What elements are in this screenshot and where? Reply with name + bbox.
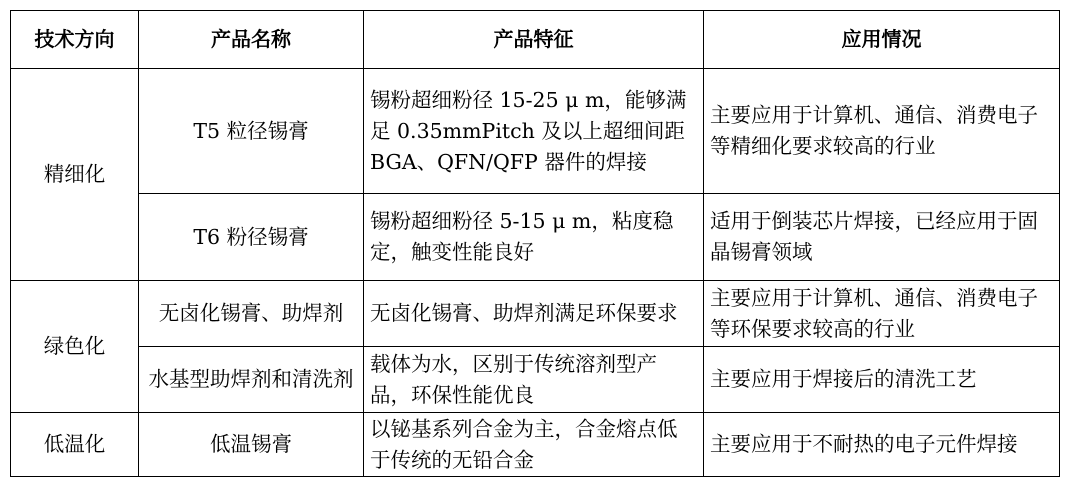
direction-cell: 精细化: [11, 69, 139, 281]
header-direction: 技术方向: [11, 11, 139, 69]
product-name-cell: T6 粉径锡膏: [139, 194, 364, 281]
product-feature-cell: 锡粉超细粉径 5-15 μ m，粘度稳定，触变性能良好: [364, 194, 704, 281]
product-feature-cell: 无卤化锡膏、助焊剂满足环保要求: [364, 281, 704, 347]
table-row: [11, 69, 1060, 194]
product-table: [10, 10, 1060, 477]
table-row: [11, 347, 1060, 413]
application-cell: 主要应用于计算机、通信、消费电子等精细化要求较高的行业: [704, 69, 1060, 194]
header-row: [11, 11, 1060, 69]
product-name-cell: 无卤化锡膏、助焊剂: [139, 281, 364, 347]
table-row: [11, 281, 1060, 347]
product-name-cell: 水基型助焊剂和清洗剂: [139, 347, 364, 413]
table-row: [11, 413, 1060, 477]
header-application: 应用情况: [704, 11, 1060, 69]
product-name-cell: T5 粒径锡膏: [139, 69, 364, 194]
application-cell: 主要应用于焊接后的清洗工艺: [704, 347, 1060, 413]
product-name-cell: 低温锡膏: [139, 413, 364, 477]
product-feature-cell: 载体为水，区别于传统溶剂型产品，环保性能优良: [364, 347, 704, 413]
application-cell: 主要应用于计算机、通信、消费电子等环保要求较高的行业: [704, 281, 1060, 347]
direction-cell: 低温化: [11, 413, 139, 477]
product-feature-cell: 锡粉超细粉径 15-25 μ m，能够满足 0.35mmPitch 及以上超细间距 BGA、QFN/QFP 器件的焊接: [364, 69, 704, 194]
direction-cell: 绿色化: [11, 281, 139, 413]
application-cell: 适用于倒装芯片焊接，已经应用于固晶锡膏领域: [704, 194, 1060, 281]
table-row: [11, 194, 1060, 281]
header-product-feature: 产品特征: [364, 11, 704, 69]
product-feature-cell: 以铋基系列合金为主，合金熔点低于传统的无铅合金: [364, 413, 704, 477]
application-cell: 主要应用于不耐热的电子元件焊接: [704, 413, 1060, 477]
header-product-name: 产品名称: [139, 11, 364, 69]
